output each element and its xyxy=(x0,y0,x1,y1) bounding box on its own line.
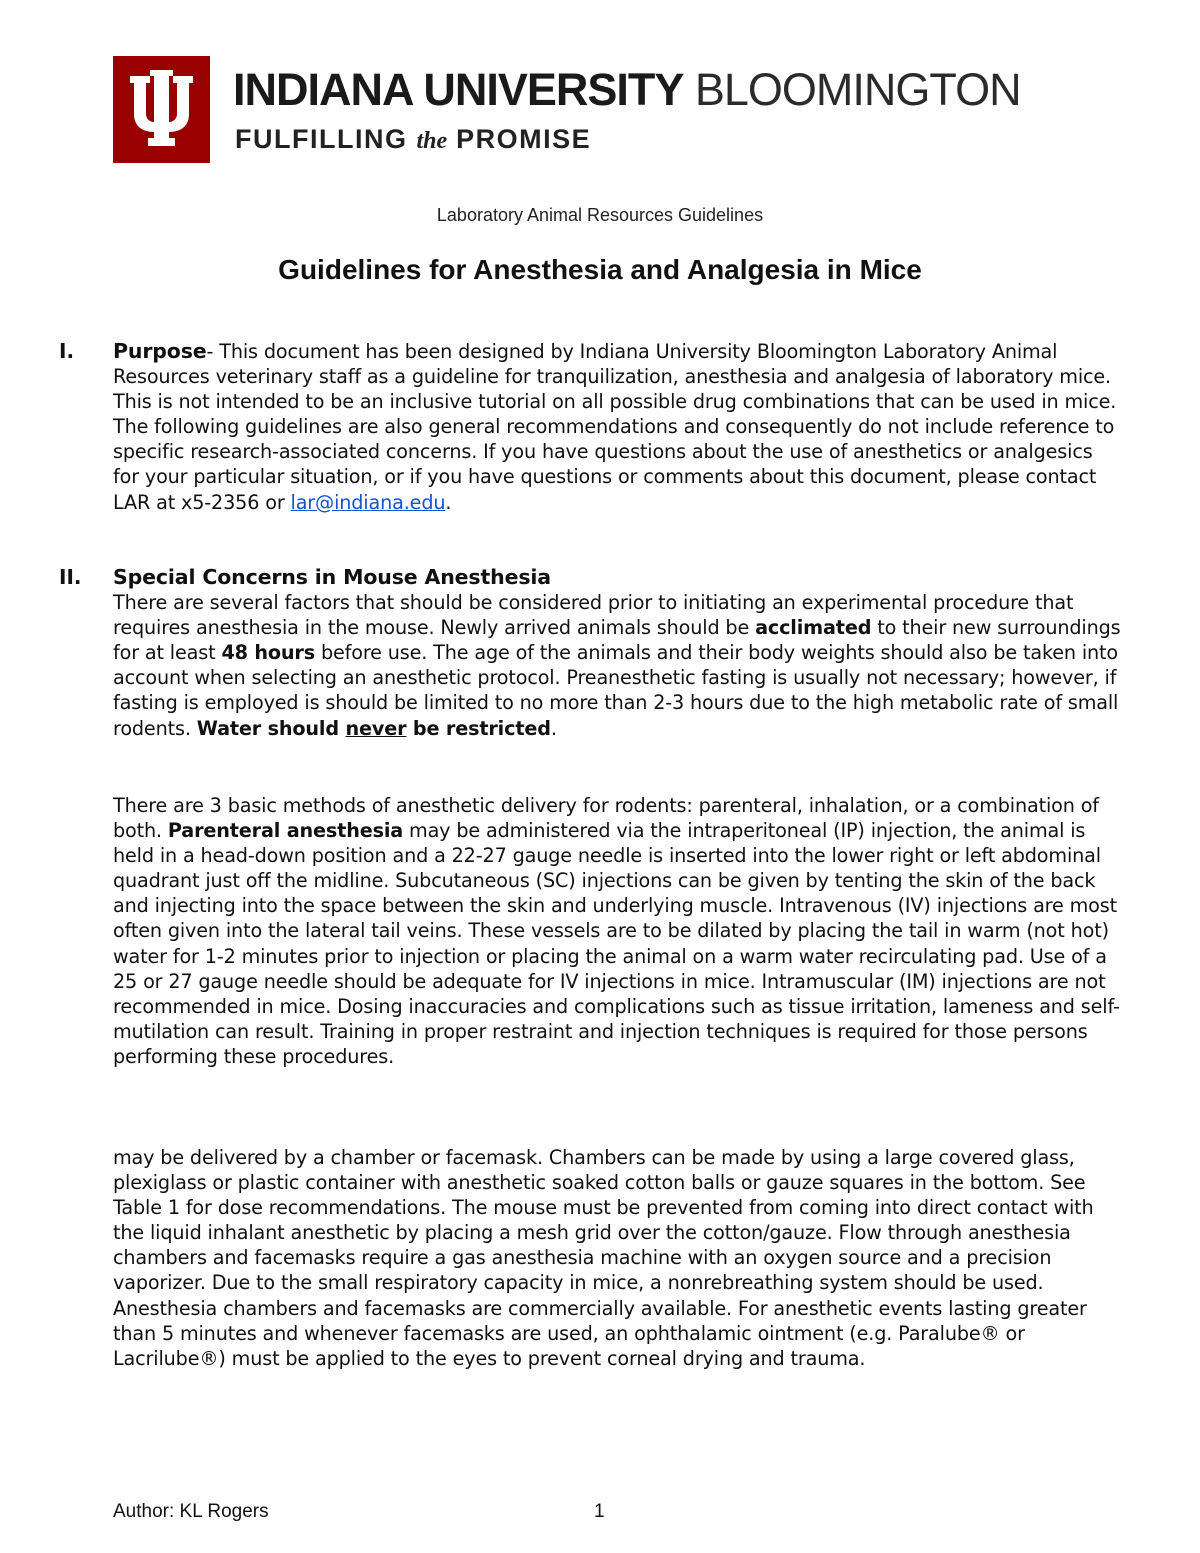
p1-water-b: be restricted xyxy=(406,716,551,740)
section-1-end: . xyxy=(445,490,452,514)
footer-page-number: 1 xyxy=(594,1501,605,1522)
p1-text-c: before use. The age of the animals and their body weights should also be taken into account when selecting an anesthetic protocol. Preanesthetic fasting is usually not necessary; however, if fasting is employed is should be limited to no more than 2-3 hours due to the high metabolic rate of small rodents. xyxy=(113,641,1119,740)
tagline-the: the xyxy=(416,128,448,154)
campus-name: BLOOMINGTON xyxy=(694,64,1021,115)
p2-text-b: may be administered via the intraperitoneal (IP) injection, the animal is held in a head-down position and a 22-27 gauge needle is inserted into the lower right or left abdominal quadrant just off the midline. Subcutaneous (SC) injections can be given by tenting the skin of the back and injecting into the space between the skin and underlying muscle. Intravenous (IV) injections are most often given into the lateral tail veins. These vessels are to be dilated by placing the tail in warm (not hot) water for 1-2 minutes prior to injection or placing the animal on a warm water recirculating pad. Use of a 25 or 27 gauge needle should be adequate for IV injections in mice. Intramuscular (IM) injections are not recommended in mice. Dosing inaccuracies and complications such as tissue irritation, lameness and self-mutilation can result. Training in proper restraint and injection techniques is required for those persons performing these procedures. xyxy=(113,819,1120,1068)
section-2-paragraph-1 xyxy=(113,590,1123,741)
section-1-purpose xyxy=(113,339,1123,515)
section-2-heading: Special Concerns in Mouse Anesthesia xyxy=(113,565,551,589)
trident-icon xyxy=(113,56,210,163)
p1-bold-acclimated: acclimated xyxy=(755,616,872,640)
iu-trident-logo xyxy=(113,56,210,163)
p2-bold-parenteral: Parenteral anesthesia xyxy=(167,819,404,843)
section-2-number: II. xyxy=(59,565,82,589)
p1-bold-48-hours: 48 hours xyxy=(221,641,316,665)
tagline-fulfilling: FULFILLING xyxy=(235,124,408,154)
section-1-text: - This document has been designed by Indiana University Bloomington Laboratory Animal Resources veterinary staff as a guideline for tranquilization, anesthesia and analgesia of laboratory mice. This is not intended to be an inclusive tutorial on all possible drug combinations that can be used in mice. The following guidelines are also general recommendations and consequently do not include reference to specific research-associated concerns. If you have questions about the use of anesthetics or analgesics for your particular situation, or if you have questions or comments about this document, please contact LAR at x5-2356 or xyxy=(113,340,1117,514)
p1-end: . xyxy=(550,716,557,740)
email-link[interactable]: lar@indiana.edu xyxy=(290,490,446,514)
section-2-paragraph-3: may be delivered by a chamber or facemask. Chambers can be made by using a large covered glass, plexiglass or plastic container with anesthetic soaked cotton balls or gauze squares in the bottom. See Table 1 for dose recommendations. The mouse must be prevented from coming into direct contact with the liquid inhalant anesthetic by placing a mesh grid over the cotton/gauze. Flow through anesthesia chambers and facemasks require a gas anesthesia machine with an oxygen source and a precision vaporizer. Due to the small respiratory capacity in mice, a nonrebreathing system should be used. Anesthesia chambers and facemasks are commercially available. For anesthetic events lasting greater than 5 minutes and whenever facemasks are used, an ophthalamic ointment (e.g. Paralube® or Lacrilube®) must be applied to the eyes to prevent corneal drying and trauma. xyxy=(113,1146,1094,1370)
section-2-paragraph-3-block xyxy=(113,1145,1123,1371)
p1-text-a: There are several factors that should be considered prior to initiating an experimental procedure that requires anesthesia in the mouse. Newly arrived animals should be xyxy=(113,591,1074,640)
university-tagline xyxy=(235,122,591,158)
document-subtitle: Laboratory Animal Resources Guidelines xyxy=(436,205,764,225)
tagline-promise: PROMISE xyxy=(456,124,592,154)
footer-author: Author: KL Rogers xyxy=(113,1501,269,1522)
section-1-number: I. xyxy=(59,339,75,363)
section-2-special-concerns xyxy=(113,565,1123,741)
document-title: Guidelines for Anesthesia and Analgesia in Mice xyxy=(278,254,922,285)
p1-water-a: Water should xyxy=(196,716,346,740)
university-name: INDIANA UNIVERSITY xyxy=(233,64,684,115)
p1-bold-water-warning xyxy=(197,717,551,740)
section-1-paragraph xyxy=(113,339,1123,515)
section-1-heading: Purpose xyxy=(113,339,207,363)
section-2-paragraph-2-block xyxy=(113,793,1123,1069)
p1-water-never: never xyxy=(345,716,407,740)
p2-text-a: There are 3 basic methods of anesthetic delivery for rodents: parenteral, inhalation, or a combination of both. xyxy=(113,794,1099,843)
section-2-paragraph-2 xyxy=(113,793,1123,1069)
university-wordmark xyxy=(233,64,1021,116)
p1-text-b: to their new surroundings for at least xyxy=(113,616,1121,665)
